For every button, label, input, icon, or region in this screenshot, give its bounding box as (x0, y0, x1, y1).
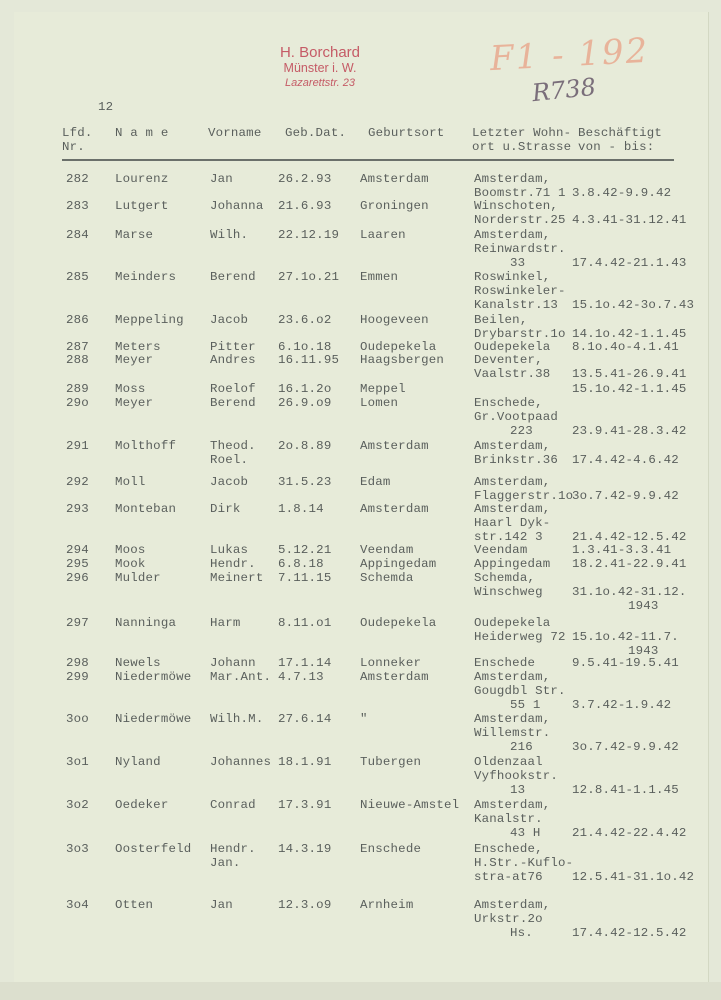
row-vorname: Johann (210, 656, 256, 670)
row-geburtsort: Haagsbergen (360, 353, 444, 367)
row-wohnort-line: 13 (510, 783, 526, 797)
row-number: 3o2 (66, 798, 89, 812)
row-name: Niedermöwe (115, 712, 192, 726)
row-number: 289 (66, 382, 89, 396)
row-geburtsort: Emmen (360, 270, 399, 284)
row-geburtsort: Hoogeveen (360, 313, 429, 327)
row-wohnort-line: Flaggerstr.1o (474, 489, 574, 503)
row-number: 286 (66, 313, 89, 327)
row-geburtsort: Lonneker (360, 656, 422, 670)
row-wohnort-line: Oudepekela (474, 616, 551, 630)
row-name: Moss (115, 382, 146, 396)
row-beschaeftigt-line: 18.2.41-22.9.41 (572, 557, 687, 571)
row-number: 298 (66, 656, 89, 670)
row-name: Mook (115, 557, 146, 571)
row-beschaeftigt-line: 1943 (628, 644, 659, 658)
row-number: 297 (66, 616, 89, 630)
row-wohnort-line: Enschede, (474, 842, 543, 856)
row-wohnort-line: Amsterdam, (474, 898, 551, 912)
row-number: 288 (66, 353, 89, 367)
row-wohnort-line: Amsterdam, (474, 798, 551, 812)
header-gebdat: Geb.Dat. (285, 126, 347, 140)
row-wohnort-line: 43 H (510, 826, 541, 840)
row-beschaeftigt-line: 21.4.42-12.5.42 (572, 530, 687, 544)
row-number: 3oo (66, 712, 89, 726)
row-geburtsdatum: 1.8.14 (278, 502, 324, 516)
row-geburtsort: Oudepekela (360, 616, 437, 630)
row-name: Oedeker (115, 798, 169, 812)
row-wohnort-line: Vyfhookstr. (474, 769, 558, 783)
row-vorname: Johanna (210, 199, 264, 213)
row-name: Monteban (115, 502, 177, 516)
row-vorname: Berend (210, 396, 256, 410)
row-wohnort-line: Norderstr.25 (474, 213, 566, 227)
row-wohnort-line: Enschede, (474, 396, 543, 410)
row-beschaeftigt-line: 9.5.41-19.5.41 (572, 656, 679, 670)
row-number: 287 (66, 340, 89, 354)
row-geburtsdatum: 7.11.15 (278, 571, 332, 585)
row-vorname: Jan (210, 898, 233, 912)
row-geburtsort: Schemda (360, 571, 414, 585)
row-name: Meyer (115, 353, 154, 367)
row-beschaeftigt-line: 15.1o.42-1.1.45 (572, 382, 687, 396)
stamp-name: H. Borchard (279, 44, 361, 61)
row-beschaeftigt-line: 15.1o.42-3o.7.43 (572, 298, 695, 312)
row-name: Lourenz (115, 172, 169, 186)
header-wohnort-2: ort u.Strasse (472, 140, 572, 154)
row-name: Mulder (115, 571, 161, 585)
row-geburtsort: Groningen (360, 199, 429, 213)
row-geburtsort: Veendam (360, 543, 414, 557)
row-vorname: Conrad (210, 798, 256, 812)
row-number: 295 (66, 557, 89, 571)
row-geburtsort: Amsterdam (360, 670, 429, 684)
page-bottom-edge (0, 982, 721, 1000)
row-name: Newels (115, 656, 161, 670)
row-number: 293 (66, 502, 89, 516)
header-divider (62, 159, 674, 161)
row-wohnort-line: Enschede (474, 656, 536, 670)
row-vorname: Lukas (210, 543, 249, 557)
row-number: 296 (66, 571, 89, 585)
row-number: 3o4 (66, 898, 89, 912)
row-beschaeftigt-line: 23.9.41-28.3.42 (572, 424, 687, 438)
row-wohnort-line: Deventer, (474, 353, 543, 367)
row-vorname: Hendr. (210, 842, 256, 856)
row-wohnort-line: 55 1 (510, 698, 541, 712)
row-wohnort-line: Beilen, (474, 313, 528, 327)
row-wohnort-line: Amsterdam, (474, 228, 551, 242)
row-geburtsdatum: 4.7.13 (278, 670, 324, 684)
row-wohnort-line: Willemstr. (474, 726, 551, 740)
row-number: 284 (66, 228, 89, 242)
row-number: 3o1 (66, 755, 89, 769)
row-wohnort-line: Amsterdam, (474, 475, 551, 489)
row-wohnort-line: Oudepekela (474, 340, 551, 354)
row-wohnort-line: Gougdbl Str. (474, 684, 566, 698)
row-geburtsort: Amsterdam (360, 502, 429, 516)
row-wohnort-line: 216 (510, 740, 533, 754)
row-geburtsort: Amsterdam (360, 439, 429, 453)
row-geburtsort: Arnheim (360, 898, 414, 912)
row-wohnort-line: str.142 3 (474, 530, 543, 544)
row-wohnort-line: stra-at76 (474, 870, 543, 884)
row-wohnort-line: Amsterdam, (474, 172, 551, 186)
row-beschaeftigt-line: 17.4.42-21.1.43 (572, 256, 687, 270)
header-nr: Nr. (62, 140, 85, 154)
row-name: Oosterfeld (115, 842, 192, 856)
row-wohnort-line: Kanalstr. (474, 812, 543, 826)
row-wohnort-line: Kanalstr.13 (474, 298, 558, 312)
row-wohnort-line: Roswinkel, (474, 270, 551, 284)
row-wohnort-line: Boomstr.71 1 (474, 186, 566, 200)
stamp-city: Münster i. W. (283, 61, 357, 75)
row-geburtsdatum: 6.8.18 (278, 557, 324, 571)
row-wohnort-line: Vaalstr.38 (474, 367, 551, 381)
row-wohnort-line: Hs. (510, 926, 533, 940)
row-vorname: Theod. (210, 439, 256, 453)
letterhead-stamp (250, 44, 390, 90)
row-beschaeftigt-line: 17.4.42-4.6.42 (572, 453, 679, 467)
row-beschaeftigt-line: 3.8.42-9.9.42 (572, 186, 672, 200)
row-beschaeftigt-line: 21.4.42-22.4.42 (572, 826, 687, 840)
row-geburtsdatum: 17.1.14 (278, 656, 332, 670)
row-beschaeftigt-line: 1943 (628, 599, 659, 613)
row-vorname: Meinert (210, 571, 264, 585)
row-geburtsdatum: 21.6.93 (278, 199, 332, 213)
row-vorname: Dirk (210, 502, 241, 516)
row-beschaeftigt-line: 3o.7.42-9.9.42 (572, 489, 679, 503)
row-geburtsdatum: 23.6.o2 (278, 313, 332, 327)
row-name: Nyland (115, 755, 161, 769)
row-geburtsdatum: 27.6.14 (278, 712, 332, 726)
row-geburtsort: Oudepekela (360, 340, 437, 354)
header-vorname: Vorname (208, 126, 262, 140)
row-geburtsdatum: 5.12.21 (278, 543, 332, 557)
row-vorname: Harm (210, 616, 241, 630)
row-beschaeftigt-line: 14.1o.42-1.1.45 (572, 327, 687, 341)
row-wohnort-line: Haarl Dyk- (474, 516, 551, 530)
row-geburtsdatum: 31.5.23 (278, 475, 332, 489)
header-wohnort-1: Letzter Wohn- (472, 126, 572, 140)
row-vorname: Wilh.M. (210, 712, 264, 726)
row-geburtsdatum: 27.1o.21 (278, 270, 340, 284)
row-name: Meppeling (115, 313, 184, 327)
row-wohnort-line: Amsterdam, (474, 439, 551, 453)
row-wohnort-line: Oldenzaal (474, 755, 543, 769)
row-wohnort-line: Drybarstr.1o (474, 327, 566, 341)
row-number: 282 (66, 172, 89, 186)
row-vorname: Wilh. (210, 228, 249, 242)
row-number: 292 (66, 475, 89, 489)
row-vorname-2: Jan. (210, 856, 241, 870)
row-beschaeftigt-line: 12.5.41-31.1o.42 (572, 870, 695, 884)
row-beschaeftigt-line: 17.4.42-12.5.42 (572, 926, 687, 940)
row-geburtsdatum: 12.3.o9 (278, 898, 332, 912)
row-name: Nanninga (115, 616, 177, 630)
row-name: Meinders (115, 270, 177, 284)
row-number: 3o3 (66, 842, 89, 856)
row-wohnort-line: 223 (510, 424, 533, 438)
row-geburtsdatum: 16.1.2o (278, 382, 332, 396)
row-wohnort-line: Amsterdam, (474, 712, 551, 726)
stamp-street: Lazarettstr. 23 (285, 77, 355, 89)
row-geburtsort: Amsterdam (360, 172, 429, 186)
row-name: Meyer (115, 396, 154, 410)
row-number: 285 (66, 270, 89, 284)
row-geburtsort: Laaren (360, 228, 406, 242)
row-wohnort-line: Gr.Vootpaad (474, 410, 558, 424)
header-geburtsort: Geburtsort (368, 126, 445, 140)
row-geburtsort: Lomen (360, 396, 399, 410)
row-name: Otten (115, 898, 154, 912)
page-number: 12 (98, 100, 114, 114)
row-geburtsort: Edam (360, 475, 391, 489)
row-wohnort-line: Winschoten, (474, 199, 558, 213)
row-vorname: Hendr. (210, 557, 256, 571)
row-geburtsdatum: 14.3.19 (278, 842, 332, 856)
row-wohnort-line: H.Str.-Kuflo- (474, 856, 574, 870)
row-name: Meters (115, 340, 161, 354)
row-geburtsort: Tubergen (360, 755, 422, 769)
row-number: 283 (66, 199, 89, 213)
header-beschaeftigt-2: von - bis: (578, 140, 655, 154)
row-vorname: Jacob (210, 475, 249, 489)
row-geburtsort: Appingedam (360, 557, 437, 571)
row-vorname-2: Roel. (210, 453, 249, 467)
row-wohnort-line: Schemda, (474, 571, 536, 585)
row-wohnort-line: Winschweg (474, 585, 543, 599)
row-beschaeftigt-line: 31.1o.42-31.12. (572, 585, 687, 599)
row-number: 29o (66, 396, 89, 410)
row-geburtsdatum: 16.11.95 (278, 353, 340, 367)
row-number: 294 (66, 543, 89, 557)
row-wohnort-line: Roswinkeler- (474, 284, 566, 298)
row-geburtsdatum: 26.2.93 (278, 172, 332, 186)
row-geburtsdatum: 8.11.o1 (278, 616, 332, 630)
row-geburtsdatum: 6.1o.18 (278, 340, 332, 354)
row-beschaeftigt-line: 8.1o.4o-4.1.41 (572, 340, 679, 354)
row-geburtsort: Enschede (360, 842, 422, 856)
row-vorname: Andres (210, 353, 256, 367)
handwritten-reference-2: R738 (530, 72, 598, 108)
row-wohnort-line: Veendam (474, 543, 528, 557)
row-geburtsort: Nieuwe-Amstel (360, 798, 460, 812)
row-name: Lutgert (115, 199, 169, 213)
row-vorname: Pitter (210, 340, 256, 354)
row-vorname: Roelof (210, 382, 256, 396)
handwritten-reference-1: F1 - 192 (489, 30, 651, 80)
row-wohnort-line: Amsterdam, (474, 670, 551, 684)
row-wohnort-line: 33 (510, 256, 526, 270)
header-lfd: Lfd. (62, 126, 93, 140)
row-number: 291 (66, 439, 89, 453)
row-name: Molthoff (115, 439, 177, 453)
row-beschaeftigt-line: 1.3.41-3.3.41 (572, 543, 672, 557)
row-geburtsdatum: 22.12.19 (278, 228, 340, 242)
row-geburtsort: Meppel (360, 382, 406, 396)
row-vorname: Jacob (210, 313, 249, 327)
row-vorname: Berend (210, 270, 256, 284)
row-name: Moos (115, 543, 146, 557)
row-name: Moll (115, 475, 146, 489)
row-beschaeftigt-line: 12.8.41-1.1.45 (572, 783, 679, 797)
header-name: N a m e (115, 126, 169, 140)
row-wohnort-line: Brinkstr.36 (474, 453, 558, 467)
row-vorname: Jan (210, 172, 233, 186)
row-geburtsort: " (360, 712, 368, 726)
header-beschaeftigt-1: Beschäftigt (578, 126, 662, 140)
row-number: 299 (66, 670, 89, 684)
row-geburtsdatum: 18.1.91 (278, 755, 332, 769)
row-wohnort-line: Heiderweg 72 (474, 630, 566, 644)
row-name: Niedermöwe (115, 670, 192, 684)
row-geburtsdatum: 2o.8.89 (278, 439, 332, 453)
row-geburtsdatum: 26.9.o9 (278, 396, 332, 410)
row-wohnort-line: Amsterdam, (474, 502, 551, 516)
row-vorname: Johannes (210, 755, 272, 769)
row-beschaeftigt-line: 15.1o.42-11.7. (572, 630, 679, 644)
row-beschaeftigt-line: 3.7.42-1.9.42 (572, 698, 672, 712)
row-name: Marse (115, 228, 154, 242)
row-vorname: Mar.Ant. (210, 670, 272, 684)
row-geburtsdatum: 17.3.91 (278, 798, 332, 812)
row-wohnort-line: Urkstr.2o (474, 912, 543, 926)
row-beschaeftigt-line: 13.5.41-26.9.41 (572, 367, 687, 381)
row-wohnort-line: Appingedam (474, 557, 551, 571)
row-beschaeftigt-line: 4.3.41-31.12.41 (572, 213, 687, 227)
row-beschaeftigt-line: 3o.7.42-9.9.42 (572, 740, 679, 754)
row-wohnort-line: Reinwardstr. (474, 242, 566, 256)
